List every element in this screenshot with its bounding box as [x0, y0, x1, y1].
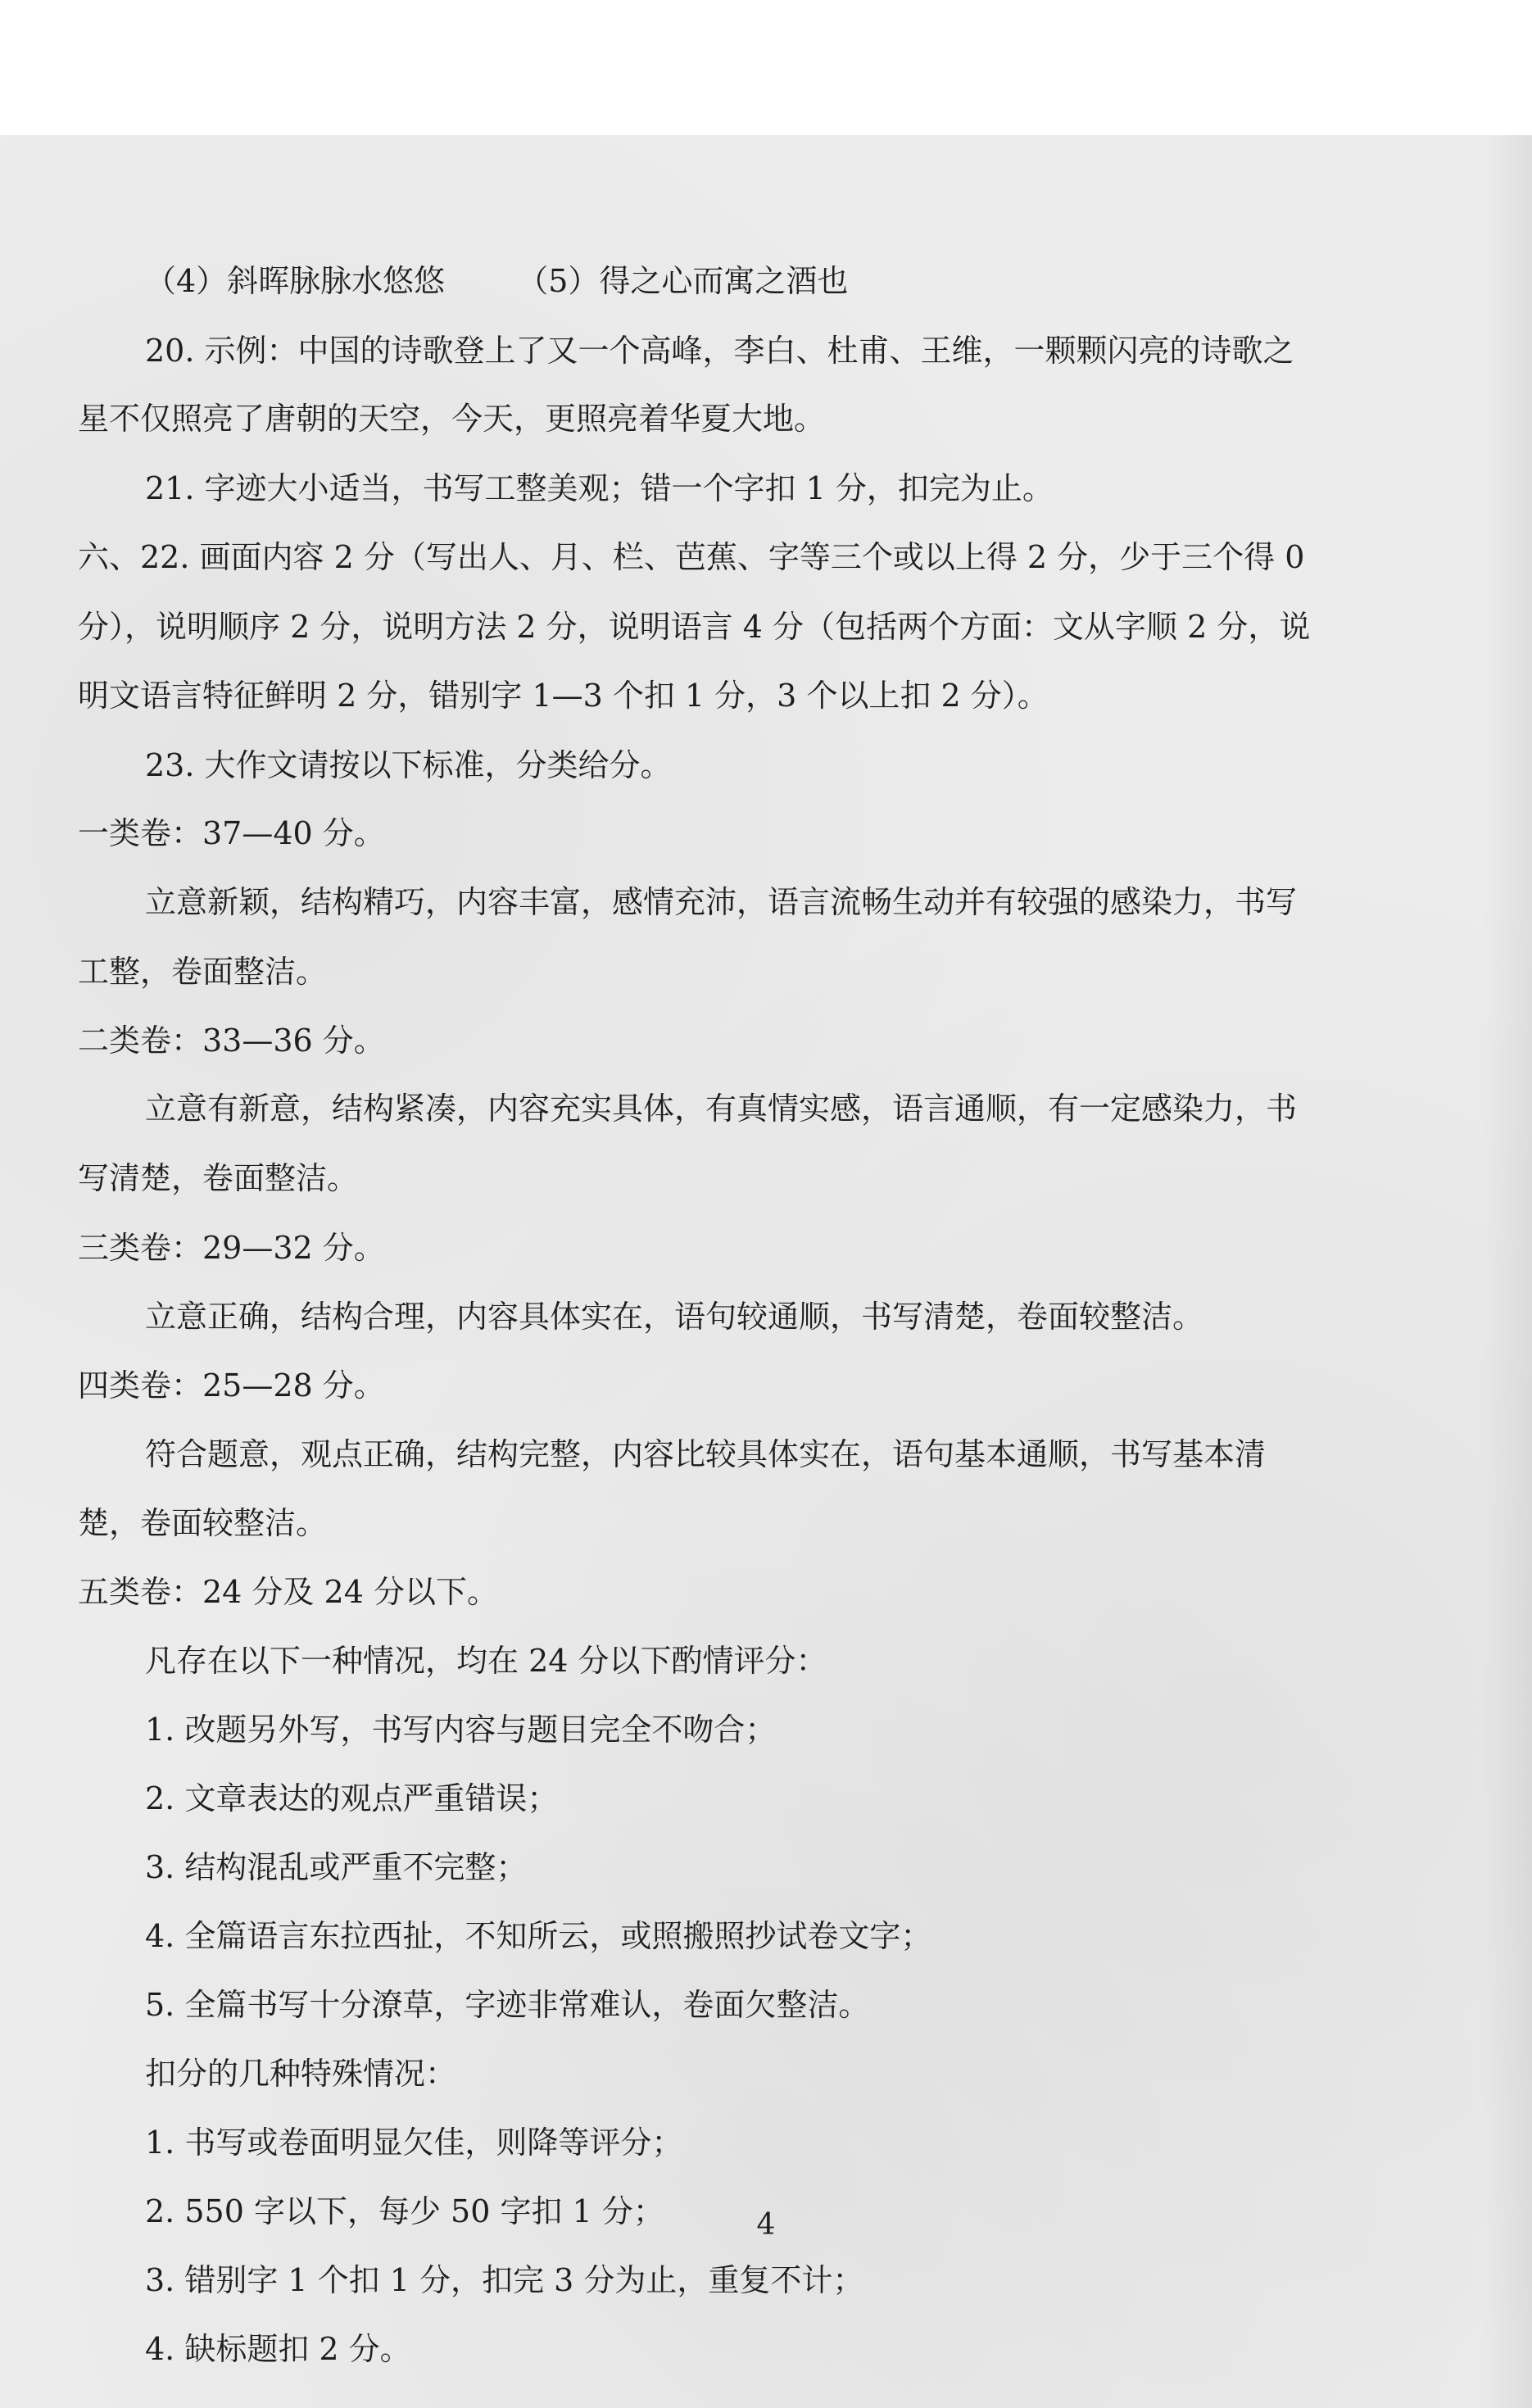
question-21: 21. 字迹大小适当，书写工整美观；错一个字扣 1 分，扣完为止。 — [145, 470, 1054, 506]
below-24-item-2: 2. 文章表达的观点严重错误； — [145, 1780, 559, 1816]
answer-4: （4）斜晖脉脉水悠悠 — [145, 263, 446, 299]
grade-3-desc: 立意正确，结构合理，内容具体实在，语句较通顺，书写清楚，卷面较整洁。 — [145, 1299, 1204, 1335]
page-number: 4 — [756, 2208, 776, 2242]
deduction-heading: 扣分的几种特殊情况： — [145, 2056, 457, 2092]
deduction-item-3: 3. 错别字 1 个扣 1 分，扣完 3 分为止，重复不计； — [145, 2262, 864, 2298]
grade-5-heading: 五类卷：24 分及 24 分以下。 — [78, 1574, 498, 1610]
grade-4-heading: 四类卷：25—28 分。 — [78, 1367, 385, 1404]
question-22-line-1: 六、22. 画面内容 2 分（写出人、月、栏、芭蕉、字等三个或以上得 2 分，少于三个得 0 — [78, 539, 1305, 575]
grade-2-desc-line-2: 写清楚，卷面整洁。 — [78, 1160, 359, 1196]
grade-3-heading: 三类卷：29—32 分。 — [78, 1230, 385, 1266]
question-23: 23. 大作文请按以下标准，分类给分。 — [145, 747, 672, 783]
question-20-line-2: 星不仅照亮了唐朝的天空，今天，更照亮着华夏大地。 — [78, 401, 826, 437]
deduction-item-2: 2. 550 字以下，每少 50 字扣 1 分； — [145, 2193, 664, 2229]
answer-5: （5）得之心而寓之酒也 — [517, 263, 849, 299]
below-24-intro: 凡存在以下一种情况，均在 24 分以下酌情评分： — [145, 1643, 827, 1679]
grade-2-heading: 二类卷：33—36 分。 — [78, 1023, 385, 1059]
grade-4-desc-line-2: 楚，卷面较整洁。 — [78, 1505, 328, 1541]
below-24-item-4: 4. 全篇语言东拉西扯，不知所云，或照搬照抄试卷文字； — [145, 1918, 932, 1954]
grade-4-desc-line-1: 符合题意，观点正确，结构完整，内容比较具体实在，语句基本通顺，书写基本清 — [145, 1436, 1267, 1472]
below-24-item-1: 1. 改题另外写，书写内容与题目完全不吻合； — [145, 1712, 777, 1748]
deduction-item-1: 1. 书写或卷面明显欠佳，则降等评分； — [145, 2125, 683, 2161]
question-22-line-2: 分），说明顺序 2 分，说明方法 2 分，说明语言 4 分（包括两个方面：文从字顺 2 分，说 — [78, 609, 1311, 645]
grade-1-heading: 一类卷：37—40 分。 — [78, 815, 385, 851]
grade-1-desc-line-2: 工整，卷面整洁。 — [78, 954, 328, 990]
deduction-item-4: 4. 缺标题扣 2 分。 — [145, 2331, 411, 2367]
question-20-line-1: 20. 示例：中国的诗歌登上了又一个高峰，李白、杜甫、王维，一颗颗闪亮的诗歌之 — [145, 333, 1294, 369]
grade-1-desc-line-1: 立意新颖，结构精巧，内容丰富，感情充沛，语言流畅生动并有较强的感染力，书写 — [145, 884, 1298, 920]
poem-answers-line — [145, 262, 848, 300]
below-24-item-3: 3. 结构混乱或严重不完整； — [145, 1849, 528, 1885]
below-24-item-5: 5. 全篇书写十分潦草，字迹非常难认，卷面欠整洁。 — [145, 1987, 870, 2023]
question-22-line-3: 明文语言特征鲜明 2 分，错别字 1—3 个扣 1 分，3 个以上扣 2 分）。 — [78, 678, 1049, 714]
grade-2-desc-line-1: 立意有新意，结构紧凑，内容充实具体，有真情实感，语言通顺，有一定感染力，书 — [145, 1091, 1298, 1127]
